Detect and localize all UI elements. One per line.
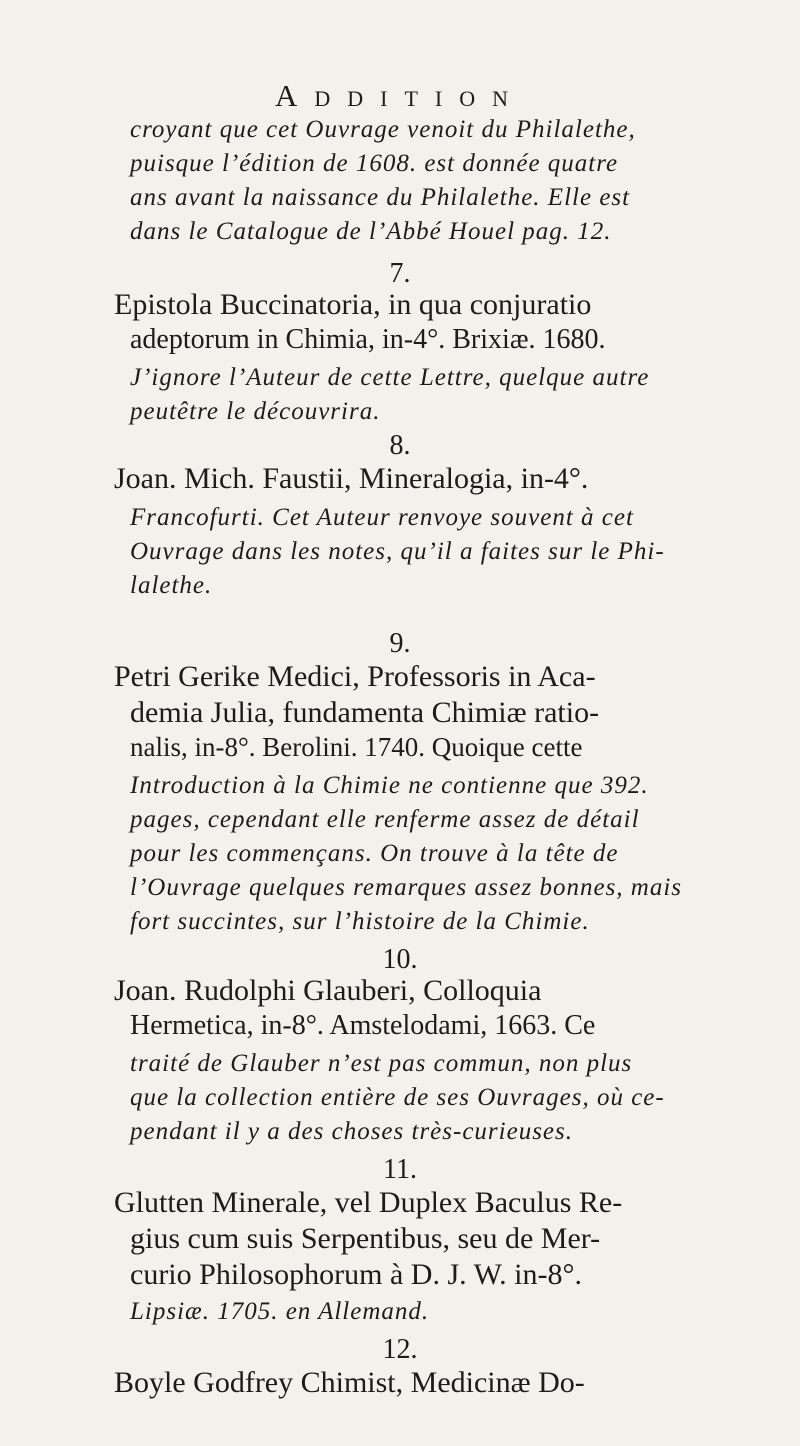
text-line: curio Philosophorum à D. J. W. in-8°. (130, 1258, 582, 1291)
text-line: puisque l’édition de 1608. est donnée quatre (130, 150, 619, 177)
text-line: Boyle Godfrey Chimist, Medicinæ Do- (114, 1366, 585, 1399)
text-line: pour les commençans. On trouve à la tête de (130, 840, 619, 867)
text-line: Epistola Buccinatoria, in qua conjuratio (114, 288, 592, 321)
text-line: pendant il y a des choses très-curieuses. (130, 1118, 574, 1145)
text-line: Joan. Mich. Faustii, Mineralogia, in-4°. (114, 462, 589, 495)
text-line: Hermetica, in-8°. Amstelodami, 1663. Ce (130, 1010, 596, 1041)
entry-number: 11. (383, 1154, 417, 1185)
text-line: Joan. Rudolphi Glauberi, Colloquia (114, 974, 542, 1007)
text-line: fort succintes, sur l’histoire de la Chimie. (130, 908, 590, 935)
text-line: croyant que cet Ouvrage venoit du Philalethe, (130, 116, 636, 143)
text-line: peutêtre le découvrira. (130, 398, 381, 425)
text-line: Glutten Minerale, vel Duplex Baculus Re- (114, 1186, 623, 1219)
text-line: Introduction à la Chimie ne contienne que 392. (130, 772, 649, 799)
text-line: dans le Catalogue de l’Abbé Houel pag. 12. (130, 218, 612, 245)
entry-number: 10. (382, 944, 418, 975)
text-line: traité de Glauber n’est pas commun, non plus (130, 1050, 633, 1077)
text-line: l’Ouvrage quelques remarques assez bonnes, mais (130, 874, 683, 901)
text-line: nalis, in-8°. Berolini. 1740. Quoique cette (130, 732, 583, 762)
entry-number: 9. (389, 628, 411, 659)
text-line: pages, cependant elle renferme assez de détail (130, 806, 640, 833)
text-line: Ouvrage dans les notes, qu’il a faites sur le Phi- (130, 538, 665, 565)
entry-number: 12. (382, 1334, 418, 1365)
text-line: gius cum suis Serpentibus, seu de Mer- (130, 1222, 601, 1255)
text-line: Francofurti. Cet Auteur renvoye souvent à cet (130, 504, 634, 531)
text-line: que la collection entière de ses Ouvrages, où ce- (130, 1084, 665, 1111)
text-line: J’ignore l’Auteur de cette Lettre, quelque autre (130, 364, 650, 391)
running-head: Addition (274, 78, 526, 113)
text-line: ans avant la naissance du Philalethe. Elle est (130, 184, 631, 211)
entry-number: 8. (389, 430, 411, 461)
text-line: Petri Gerike Medici, Professoris in Aca- (114, 660, 596, 693)
text-line: demia Julia, fundamenta Chimiæ ratio- (130, 696, 600, 729)
entry-number: 7. (389, 258, 411, 289)
text-line: Lipsiæ. 1705. en Allemand. (130, 1298, 430, 1325)
text-line: adeptorum in Chimia, in-4°. Brixiæ. 1680. (130, 324, 606, 355)
text-line: lalethe. (130, 572, 213, 599)
